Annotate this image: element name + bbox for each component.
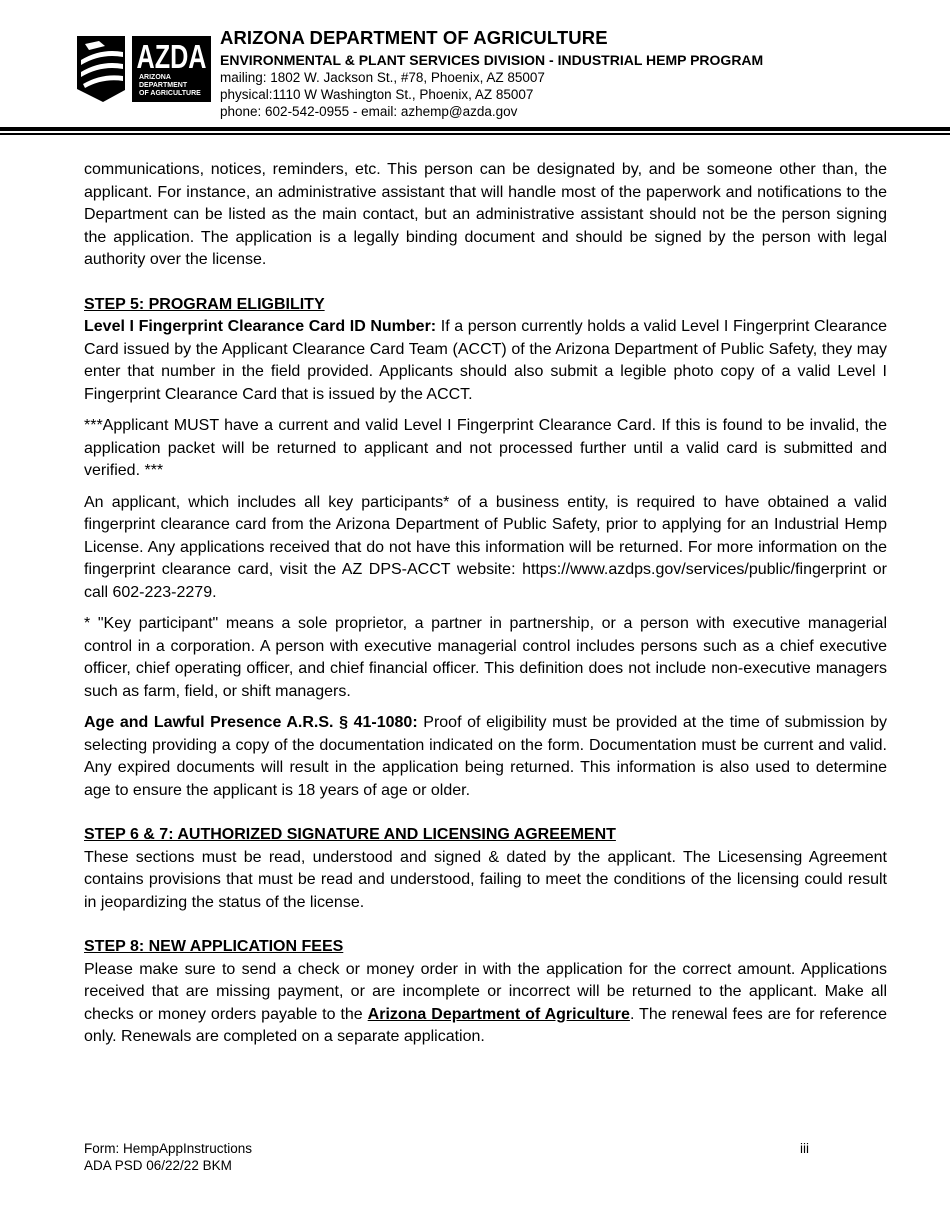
- logo-sub-line-3: OF AGRICULTURE: [139, 90, 201, 97]
- division-subtitle: ENVIRONMENTAL & PLANT SERVICES DIVISION - INDUSTRIAL HEMP PROGRAM: [220, 52, 764, 68]
- key-participants-paragraph: An applicant, which includes all key participants* of a business entity, is required to have obtained a valid fingerprint clearance card from the Arizona Department of Public Safety, prior to applying for an Industrial Hemp License. Any applications received that do not have this information will be returned. For more information on the fingerprint clearance card, visit the AZ DPS-ACCT website: https://www.azdps.gov/services/public/fingerprint or call 602-223-2279.: [84, 493, 887, 601]
- contact-line: phone: 602-542-0955 - email: azhemp@azda.gov: [220, 104, 518, 119]
- document-body: [84, 159, 887, 1049]
- step67-paragraph: These sections must be read, understood and signed & dated by the applicant. The Licesensing Agreement contains provisions that must be read and understood, failing to meet the conditions of the licensing could result in jeopardizing the status of the license.: [84, 848, 887, 911]
- physical-address: physical:1110 W Washington St., Phoenix, AZ 85007: [220, 87, 534, 102]
- letterhead: [220, 26, 763, 120]
- footer: [84, 1141, 252, 1174]
- azda-logo: [75, 34, 211, 103]
- fingerprint-text: If a person currently holds a valid Level I Fingerprint Clearance Card issued by the Applicant Clearance Card Team (ACCT) of the Arizona Department of Public Safety, they may enter that number in the field provided. Applicants should also submit a legible photo copy of a valid Level I Fingerprint Clearance Card that is issued by the ACCT.: [84, 318, 887, 403]
- agency-title: ARIZONA DEPARTMENT OF AGRICULTURE: [220, 27, 608, 48]
- arizona-shape-icon: [77, 36, 125, 102]
- step8-text-after: . The renewal fees are for reference only. Renewals are completed on a separate application.: [84, 1005, 888, 1045]
- step8-text-before: Please make sure to send a check or money order in with the application for the correct amount. Applications received that are missing payment, or are incomplete or incorrect will be returned to the applicant. Make all checks or money orders payable to the: [84, 960, 887, 1023]
- age-label: Age and Lawful Presence A.R.S. § 41-1080:: [84, 714, 418, 731]
- fingerprint-paragraph: [84, 316, 887, 406]
- logo-text: AZDA: [136, 38, 207, 75]
- must-have-paragraph: ***Applicant MUST have a current and valid Level I Fingerprint Clearance Card. If this is found to be invalid, the application packet will be returned to applicant and not processed further until a valid card is submitted and verified. ***: [84, 417, 887, 479]
- definition-paragraph: * "Key participant" means a sole proprietor, a partner in partnership, or a person with executive managerial control in a corporation. A person with executive managerial control includes persons such as a chief executive officer, chief operating officer, and chief financial officer. This definition does not include non-executive managers such as farm, field, or shift managers.: [84, 615, 887, 700]
- logo-sub-line-1: ARIZONA: [139, 74, 171, 81]
- header-divider-thick: [0, 127, 950, 131]
- footer-code: ADA PSD 06/22/22 BKM: [84, 1157, 232, 1173]
- mailing-address: mailing: 1802 W. Jackson St., #78, Phoenix, AZ 85007: [220, 70, 545, 85]
- fingerprint-label: Level I Fingerprint Clearance Card ID Number:: [84, 318, 437, 335]
- step8-paragraph: [84, 959, 887, 1049]
- age-paragraph: [84, 712, 887, 802]
- footer-form: Form: HempAppInstructions: [84, 1141, 253, 1156]
- header-divider-thin: [0, 133, 950, 135]
- payee-name: Arizona Department of Agriculture: [367, 1005, 630, 1023]
- step5-heading: STEP 5: PROGRAM ELIGBILITY: [84, 295, 325, 313]
- step67-heading: STEP 6 & 7: AUTHORIZED SIGNATURE AND LICENSING AGREEMENT: [84, 826, 616, 843]
- logo-sub-line-2: DEPARTMENT: [139, 82, 188, 89]
- intro-paragraph: communications, notices, reminders, etc. This person can be designated by, and be someone other than, the applicant. For instance, an administrative assistant that will handle most of the paperwork and notifications to the Department can be listed as the main contact, but an administrative assistant should not be the person signing the application. The application is a legally binding document and should be signed by the person with legal authority over the license.: [84, 161, 887, 268]
- step8-heading: STEP 8: NEW APPLICATION FEES: [84, 938, 344, 955]
- age-text: Proof of eligibility must be provided at the time of submission by selecting providing a copy of the documentation indicated on the form. Documentation must be current and valid. Any expired documents will result in the application being returned. This information is also used to determine age to ensure the applicant is 18 years of age or older.: [84, 714, 888, 799]
- page-number: iii: [800, 1141, 809, 1156]
